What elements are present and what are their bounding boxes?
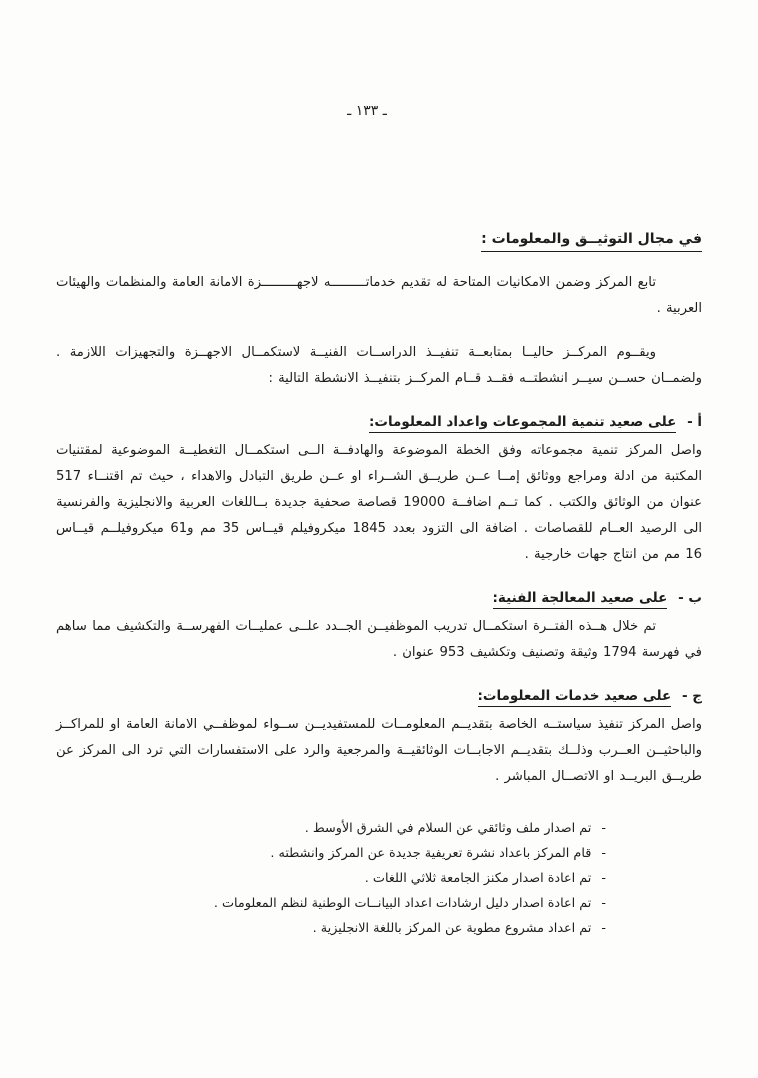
page-number: ـ ١٣٣ ـ (347, 103, 387, 119)
section-b-heading (56, 590, 702, 606)
section-a-letter: أ - (687, 414, 702, 430)
section-c-heading-text: على صعيد خدمات المعلومات: (478, 688, 672, 707)
section-b (56, 590, 702, 666)
section-a-body: واصل المركز تنمية مجموعاته وفق الخطة الموضوعة والهادفــة الــى استكمــال التغطيــة الموضوعية لمقتنيات المكتبة من ادلة ومراجع ووثائق إمــا عــن طريــق الشــراء او عــن طريق التبادل والاهداء ، حيث تم اقتنــاء 517 عنوان من الوثائق والكتب . كما تــم اضافــة 19000 قصاصة صحفية جديدة بــاللغات العربية والانجليزية والفرنسية الى الرصيد العــام للقصاصات . اضافة الى التزود بعدد 1845 ميكروفيلم قيــاس 35 مم و61 ميكروفيلــم قيــاس 16 مم من انتاج جهات خارجية . (56, 443, 703, 562)
list-item (76, 866, 606, 891)
bullet-text: قام المركز باعداد نشرة تعريفية جديدة عن المركز وانشطته . (270, 846, 592, 861)
page-title: في مجال التوثيــق والمعلومات : (481, 231, 702, 252)
bullet-dash: - (601, 846, 606, 861)
list-item (76, 816, 606, 841)
section-a-heading (56, 414, 702, 430)
bullet-dash: - (601, 821, 606, 836)
bullet-list (56, 816, 702, 941)
section-c-letter: ج - (681, 688, 702, 704)
intro-paragraph-1: تابع المركز وضمن الامكانيات المتاحة له تقديم خدماتـــــــــه لاجهـــــــــزة الامانة العامة والمنظمات والهيئات العربية . (56, 275, 702, 316)
section-a (56, 414, 702, 568)
intro-paragraph-2: ويقــوم المركــز حاليــا بمتابعــة تنفيــذ الدراســات الفنيــة لاستكمــال الاجهــزة والتجهيزات اللازمة . ولضمــان حســن سيــر انشطتــه فقــد قــام المركــز بتنفيــذ الانشطة التالية : (56, 345, 702, 386)
section-a-heading-text: على صعيد تنمية المجموعات واعداد المعلومات: (369, 414, 676, 433)
bullet-text: تم اصدار ملف وثائقي عن السلام في الشرق الأوسط . (304, 821, 592, 836)
section-b-heading-text: على صعيد المعالجة الفنية: (493, 590, 668, 609)
bullet-text: تم اعادة اصدار دليل ارشادات اعداد البيانــات الوطنية لنظم المعلومات . (213, 896, 592, 911)
section-b-body: تم خلال هــذه الفتــرة استكمــال تدريب الموظفيــن الجــدد علــى عمليــات الفهرســة والتكشيف مما ساهم في فهرسة 1794 وثيقة وتصنيف وتكشيف 953 عنوان . (56, 619, 702, 660)
section-b-letter: ب - (678, 590, 702, 606)
title-row (56, 228, 702, 252)
bullet-dash: - (601, 896, 606, 911)
section-c-body: واصل المركز تنفيذ سياستــه الخاصة بتقديــم المعلومــات للمستفيديــن ســواء لموظفــي الامانة العامة او للمراكــز والباحثيــن العــرب وذلــك بتقديــم الاجابــات الوثائقيــة والمرجعية والرد على الاستفسارات التي ترد الى المركز عن طريــق البريــد او الاتصــال المباشر . (56, 717, 702, 784)
bullet-dash: - (601, 921, 606, 936)
list-item (76, 891, 606, 916)
list-item (76, 916, 606, 941)
section-c (56, 688, 702, 790)
list-item (76, 841, 606, 866)
section-c-heading (56, 688, 702, 704)
document-content (56, 228, 702, 941)
bullet-text: تم اعادة اصدار مكنز الجامعة ثلاثي اللغات . (364, 871, 592, 886)
bullet-dash: - (601, 871, 606, 886)
bullet-text: تم اعداد مشروع مطوية عن المركز باللغة الانجليزية . (312, 921, 592, 936)
